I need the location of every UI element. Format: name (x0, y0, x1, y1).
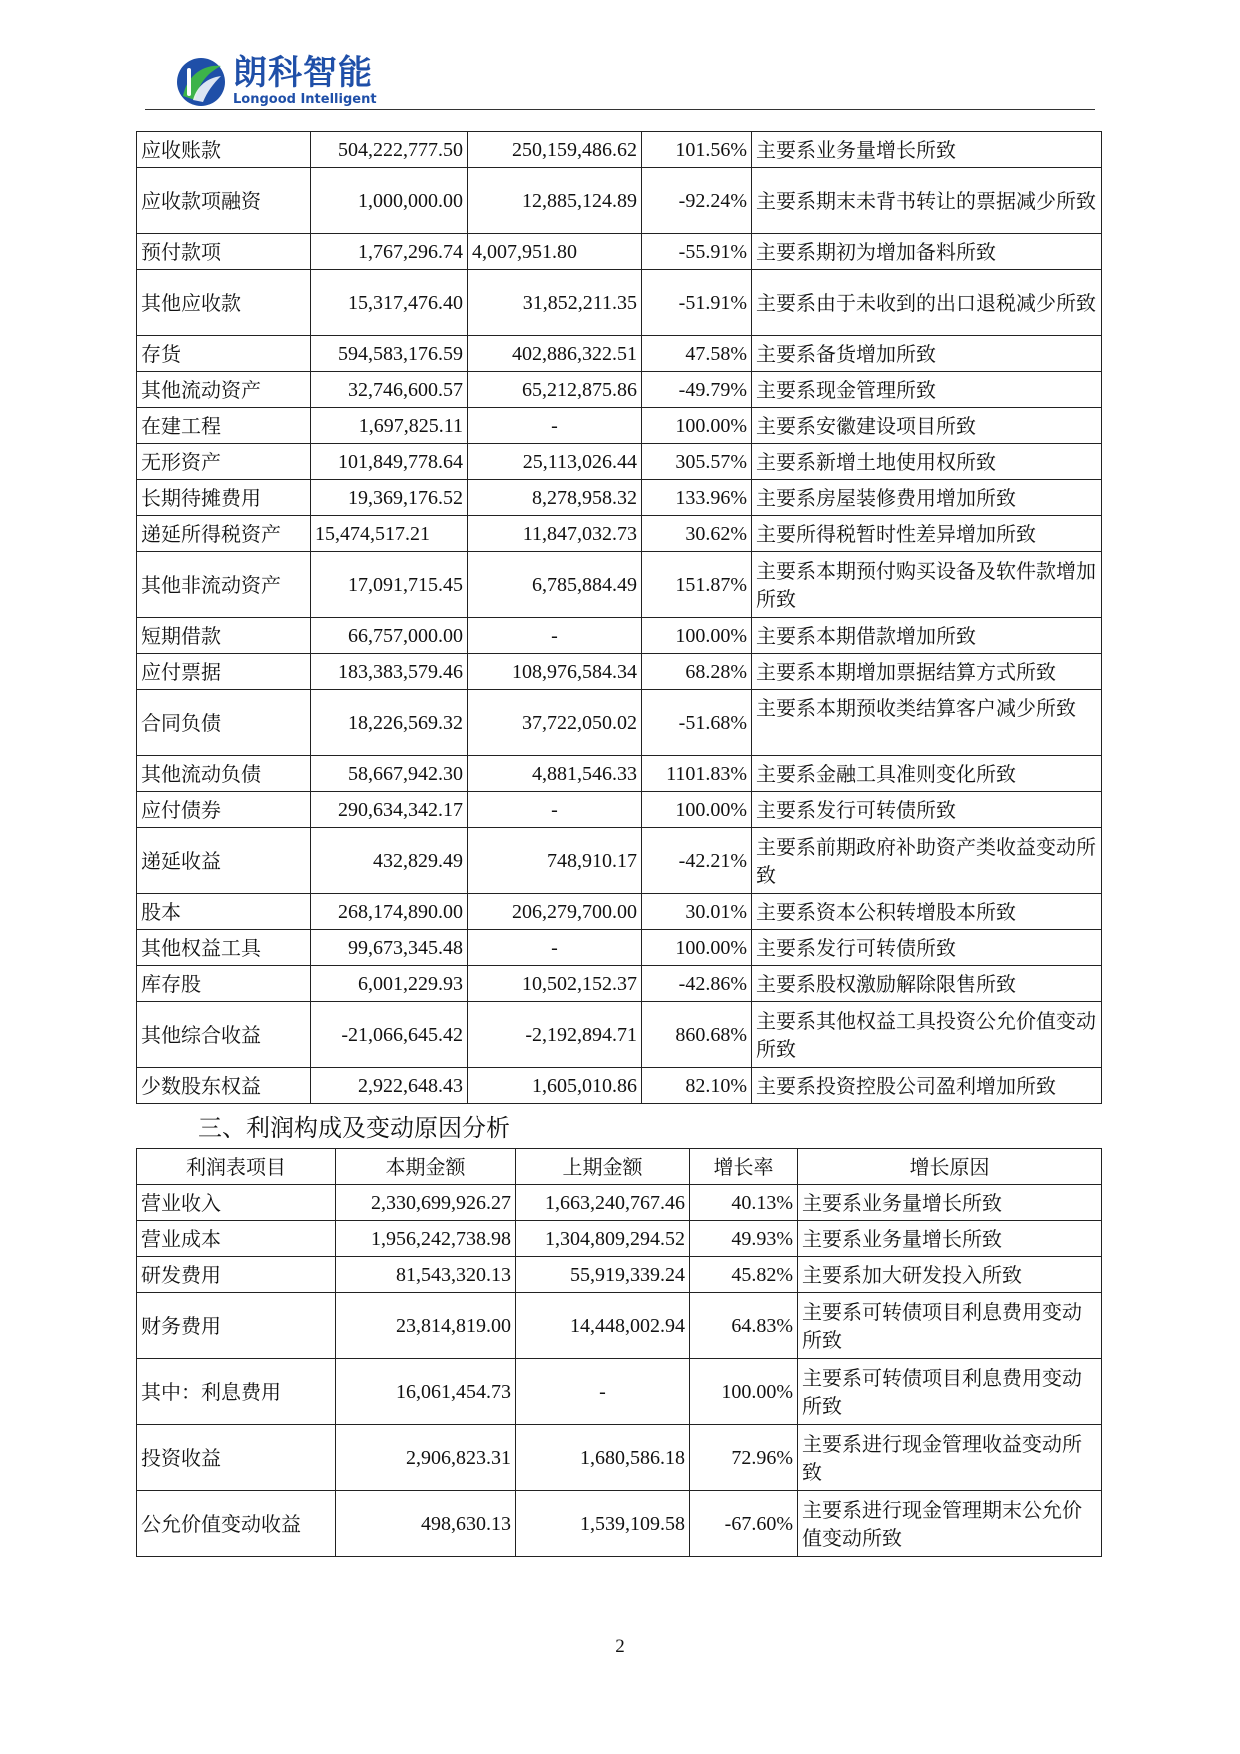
balance-rate-cell: -55.91% (642, 234, 752, 270)
table-row (137, 1491, 1102, 1557)
balance-rate-cell: -42.21% (642, 828, 752, 894)
table-row (137, 1002, 1102, 1068)
balance-reason-cell: 主要系本期借款增加所致 (752, 618, 1102, 654)
profit-item-cell: 公允价值变动收益 (137, 1491, 336, 1557)
profit-item-cell: 营业收入 (137, 1185, 336, 1221)
table-row (137, 756, 1102, 792)
balance-current-cell: 58,667,942.30 (311, 756, 468, 792)
balance-previous-cell: 37,722,050.02 (468, 690, 642, 756)
balance-previous-cell: 10,502,152.37 (468, 966, 642, 1002)
balance-rate-cell: 151.87% (642, 552, 752, 618)
balance-current-cell: 1,697,825.11 (311, 408, 468, 444)
table-row (137, 966, 1102, 1002)
balance-current-cell: 290,634,342.17 (311, 792, 468, 828)
profit-current-cell: 16,061,454.73 (336, 1359, 516, 1425)
balance-current-cell: 66,757,000.00 (311, 618, 468, 654)
balance-rate-cell: 133.96% (642, 480, 752, 516)
balance-item-cell: 应收账款 (137, 132, 311, 168)
balance-reason-cell: 主要系其他权益工具投资公允价值变动所致 (752, 1002, 1102, 1068)
balance-item-cell: 其他权益工具 (137, 930, 311, 966)
table-row (137, 336, 1102, 372)
balance-reason-cell: 主要系资本公积转增股本所致 (752, 894, 1102, 930)
table-row (137, 444, 1102, 480)
balance-reason-cell: 主要系股权激励解除限售所致 (752, 966, 1102, 1002)
balance-reason-cell: 主要所得税暂时性差异增加所致 (752, 516, 1102, 552)
balance-item-cell: 应付票据 (137, 654, 311, 690)
profit-current-cell: 81,543,320.13 (336, 1257, 516, 1293)
balance-previous-cell: - (468, 618, 642, 654)
balance-item-cell: 少数股东权益 (137, 1068, 311, 1104)
profit-reason-cell: 主要系加大研发投入所致 (798, 1257, 1102, 1293)
balance-previous-cell: 31,852,211.35 (468, 270, 642, 336)
balance-current-cell: 15,474,517.21 (311, 516, 468, 552)
table-row (137, 618, 1102, 654)
table-row (137, 1257, 1102, 1293)
profit-reason-cell: 主要系可转债项目利息费用变动所致 (798, 1359, 1102, 1425)
balance-current-cell: 432,829.49 (311, 828, 468, 894)
profit-previous-cell: 14,448,002.94 (516, 1293, 690, 1359)
header-item: 利润表项目 (137, 1149, 336, 1185)
balance-reason-cell: 主要系新增土地使用权所致 (752, 444, 1102, 480)
balance-current-cell: 1,000,000.00 (311, 168, 468, 234)
balance-reason-cell: 主要系发行可转债所致 (752, 792, 1102, 828)
balance-current-cell: 504,222,777.50 (311, 132, 468, 168)
header-rate: 增长率 (690, 1149, 798, 1185)
balance-current-cell: 32,746,600.57 (311, 372, 468, 408)
balance-previous-cell: 206,279,700.00 (468, 894, 642, 930)
table-row (137, 792, 1102, 828)
profit-reason-cell: 主要系进行现金管理收益变动所致 (798, 1425, 1102, 1491)
profit-current-cell: 498,630.13 (336, 1491, 516, 1557)
table-row (137, 894, 1102, 930)
balance-reason-cell: 主要系业务量增长所致 (752, 132, 1102, 168)
profit-item-cell: 投资收益 (137, 1425, 336, 1491)
table-row (137, 480, 1102, 516)
balance-previous-cell: 12,885,124.89 (468, 168, 642, 234)
balance-item-cell: 应收款项融资 (137, 168, 311, 234)
balance-reason-cell: 主要系前期政府补助资产类收益变动所致 (752, 828, 1102, 894)
balance-rate-cell: 30.01% (642, 894, 752, 930)
balance-reason-cell: 主要系由于未收到的出口退税减少所致 (752, 270, 1102, 336)
balance-current-cell: 1,767,296.74 (311, 234, 468, 270)
balance-current-cell: 268,174,890.00 (311, 894, 468, 930)
section-title: 三、利润构成及变动原因分析 (198, 1114, 510, 1142)
balance-item-cell: 递延所得税资产 (137, 516, 311, 552)
profit-item-cell: 财务费用 (137, 1293, 336, 1359)
profit-reason-cell: 主要系业务量增长所致 (798, 1221, 1102, 1257)
balance-reason-cell: 主要系期初为增加备料所致 (752, 234, 1102, 270)
profit-previous-cell: 1,663,240,767.46 (516, 1185, 690, 1221)
balance-previous-cell: - (468, 408, 642, 444)
balance-rate-cell: 1101.83% (642, 756, 752, 792)
balance-rate-cell: 47.58% (642, 336, 752, 372)
profit-previous-cell: 1,539,109.58 (516, 1491, 690, 1557)
balance-reason-cell: 主要系金融工具准则变化所致 (752, 756, 1102, 792)
balance-item-cell: 库存股 (137, 966, 311, 1002)
balance-previous-cell: 4,881,546.33 (468, 756, 642, 792)
balance-reason-cell: 主要系现金管理所致 (752, 372, 1102, 408)
table-row (137, 1293, 1102, 1359)
balance-rate-cell: 860.68% (642, 1002, 752, 1068)
balance-current-cell: 6,001,229.93 (311, 966, 468, 1002)
table-row (137, 552, 1102, 618)
balance-previous-cell: 8,278,958.32 (468, 480, 642, 516)
profit-item-cell: 营业成本 (137, 1221, 336, 1257)
balance-previous-cell: 1,605,010.86 (468, 1068, 642, 1104)
balance-reason-cell: 主要系投资控股公司盈利增加所致 (752, 1068, 1102, 1104)
balance-previous-cell: 748,910.17 (468, 828, 642, 894)
table-row (137, 654, 1102, 690)
header-previous: 上期金额 (516, 1149, 690, 1185)
balance-previous-cell: 250,159,486.62 (468, 132, 642, 168)
profit-current-cell: 1,956,242,738.98 (336, 1221, 516, 1257)
balance-item-cell: 其他流动负债 (137, 756, 311, 792)
balance-rate-cell: 305.57% (642, 444, 752, 480)
profit-rate-cell: 40.13% (690, 1185, 798, 1221)
profit-current-cell: 2,330,699,926.27 (336, 1185, 516, 1221)
balance-previous-cell: - (468, 792, 642, 828)
profit-rate-cell: 72.96% (690, 1425, 798, 1491)
balance-rate-cell: -92.24% (642, 168, 752, 234)
profit-analysis-table (136, 1148, 1102, 1557)
profit-previous-cell: 1,680,586.18 (516, 1425, 690, 1491)
balance-item-cell: 在建工程 (137, 408, 311, 444)
balance-current-cell: 18,226,569.32 (311, 690, 468, 756)
table-row (137, 930, 1102, 966)
balance-reason-cell: 主要系本期预付购买设备及软件款增加所致 (752, 552, 1102, 618)
balance-reason-cell: 主要系发行可转债所致 (752, 930, 1102, 966)
balance-previous-cell: -2,192,894.71 (468, 1002, 642, 1068)
longood-logo-icon (173, 56, 229, 108)
balance-previous-cell: 108,976,584.34 (468, 654, 642, 690)
table-row (137, 234, 1102, 270)
balance-rate-cell: 30.62% (642, 516, 752, 552)
balance-rate-cell: 100.00% (642, 408, 752, 444)
header-current: 本期金额 (336, 1149, 516, 1185)
balance-item-cell: 无形资产 (137, 444, 311, 480)
table-row (137, 168, 1102, 234)
balance-previous-cell: 65,212,875.86 (468, 372, 642, 408)
balance-item-cell: 应付债券 (137, 792, 311, 828)
balance-rate-cell: -42.86% (642, 966, 752, 1002)
profit-current-cell: 23,814,819.00 (336, 1293, 516, 1359)
balance-current-cell: 183,383,579.46 (311, 654, 468, 690)
balance-current-cell: 101,849,778.64 (311, 444, 468, 480)
table-header-row (137, 1149, 1102, 1185)
table-row (137, 690, 1102, 756)
balance-rate-cell: 68.28% (642, 654, 752, 690)
header-reason: 增长原因 (798, 1149, 1102, 1185)
table-row (137, 1221, 1102, 1257)
balance-previous-cell: 402,886,322.51 (468, 336, 642, 372)
table-row (137, 1425, 1102, 1491)
balance-item-cell: 股本 (137, 894, 311, 930)
balance-item-cell: 存货 (137, 336, 311, 372)
table-row (137, 1359, 1102, 1425)
balance-item-cell: 长期待摊费用 (137, 480, 311, 516)
balance-previous-cell: 25,113,026.44 (468, 444, 642, 480)
balance-rate-cell: -51.68% (642, 690, 752, 756)
profit-reason-cell: 主要系可转债项目利息费用变动所致 (798, 1293, 1102, 1359)
page-header (145, 52, 1095, 110)
balance-rate-cell: 100.00% (642, 792, 752, 828)
profit-item-cell: 研发费用 (137, 1257, 336, 1293)
balance-item-cell: 短期借款 (137, 618, 311, 654)
balance-reason-cell: 主要系期末未背书转让的票据减少所致 (752, 168, 1102, 234)
balance-item-cell: 其他非流动资产 (137, 552, 311, 618)
profit-previous-cell: - (516, 1359, 690, 1425)
profit-previous-cell: 55,919,339.24 (516, 1257, 690, 1293)
balance-changes-table (136, 131, 1102, 1104)
balance-rate-cell: 100.00% (642, 930, 752, 966)
profit-reason-cell: 主要系业务量增长所致 (798, 1185, 1102, 1221)
table-row (137, 1185, 1102, 1221)
balance-previous-cell: 11,847,032.73 (468, 516, 642, 552)
balance-current-cell: 99,673,345.48 (311, 930, 468, 966)
balance-item-cell: 其他综合收益 (137, 1002, 311, 1068)
balance-rate-cell: 100.00% (642, 618, 752, 654)
page-number: 2 (615, 1636, 625, 1657)
balance-previous-cell: 6,785,884.49 (468, 552, 642, 618)
profit-rate-cell: -67.60% (690, 1491, 798, 1557)
profit-rate-cell: 45.82% (690, 1257, 798, 1293)
profit-rate-cell: 100.00% (690, 1359, 798, 1425)
profit-current-cell: 2,906,823.31 (336, 1425, 516, 1491)
balance-reason-cell: 主要系本期预收类结算客户减少所致 (752, 690, 1102, 756)
profit-rate-cell: 49.93% (690, 1221, 798, 1257)
profit-rate-cell: 64.83% (690, 1293, 798, 1359)
profit-item-cell: 其中：利息费用 (137, 1359, 336, 1425)
table-row (137, 270, 1102, 336)
balance-rate-cell: 101.56% (642, 132, 752, 168)
balance-previous-cell: - (468, 930, 642, 966)
balance-reason-cell: 主要系安徽建设项目所致 (752, 408, 1102, 444)
brand-name-en: Longood Intelligent (233, 92, 377, 107)
balance-current-cell: 2,922,648.43 (311, 1068, 468, 1104)
balance-item-cell: 递延收益 (137, 828, 311, 894)
balance-reason-cell: 主要系本期增加票据结算方式所致 (752, 654, 1102, 690)
balance-item-cell: 其他应收款 (137, 270, 311, 336)
balance-current-cell: -21,066,645.42 (311, 1002, 468, 1068)
balance-rate-cell: 82.10% (642, 1068, 752, 1104)
balance-item-cell: 合同负债 (137, 690, 311, 756)
balance-rate-cell: -51.91% (642, 270, 752, 336)
balance-reason-cell: 主要系房屋装修费用增加所致 (752, 480, 1102, 516)
header-divider (145, 109, 1095, 110)
table-row (137, 132, 1102, 168)
balance-current-cell: 19,369,176.52 (311, 480, 468, 516)
table-row (137, 1068, 1102, 1104)
balance-item-cell: 其他流动资产 (137, 372, 311, 408)
balance-item-cell: 预付款项 (137, 234, 311, 270)
profit-reason-cell: 主要系进行现金管理期末公允价值变动所致 (798, 1491, 1102, 1557)
balance-current-cell: 15,317,476.40 (311, 270, 468, 336)
balance-current-cell: 594,583,176.59 (311, 336, 468, 372)
balance-rate-cell: -49.79% (642, 372, 752, 408)
table-row (137, 408, 1102, 444)
table-row (137, 516, 1102, 552)
profit-previous-cell: 1,304,809,294.52 (516, 1221, 690, 1257)
balance-current-cell: 17,091,715.45 (311, 552, 468, 618)
table-row (137, 372, 1102, 408)
balance-reason-cell: 主要系备货增加所致 (752, 336, 1102, 372)
table-row (137, 828, 1102, 894)
brand-name-cn: 朗科智能 (233, 53, 373, 93)
balance-previous-cell: 4,007,951.80 (468, 234, 642, 270)
